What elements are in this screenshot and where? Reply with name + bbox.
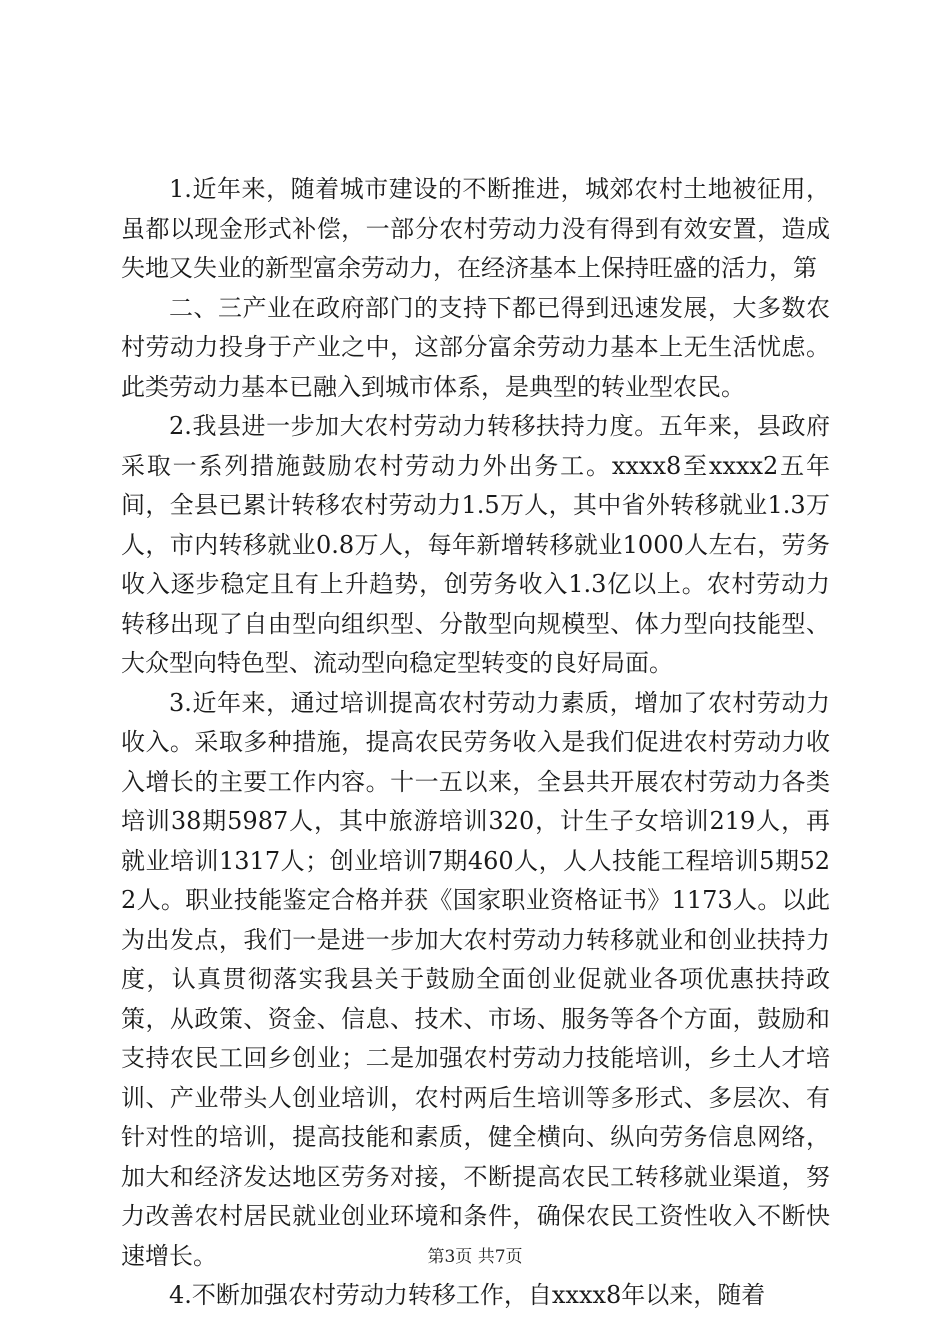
page-number-footer: 第3页 共7页	[427, 1247, 523, 1267]
paragraph-1: 1.近年来，随着城市建设的不断推进，城郊农村土地被征用，虽都以现金形式补偿，一部分农村劳动力没有得到有效安置，造成失地又失业的新型富余劳动力，在经济基本上保持旺盛的活力，第	[121, 175, 830, 282]
paragraph-4: 3.近年来，通过培训提高农村劳动力素质，增加了农村劳动力收入。采取多种措施，提高农民劳务收入是我们促进农村劳动力收入增长的主要工作内容。十一五以来，全县共开展农村劳动力各类培训38期5987人，其中旅游培训320，计生子女培训219人，再就业培训1317人；创业培训7期460人，人人技能工程培训5期522人。职业技能鉴定合格并获《国家职业资格证书》1173人。以此为出发点，我们一是进一步加大农村劳动力转移就业和创业扶持力度，认真贯彻落实我县关于鼓励全面创业促就业各项优惠扶持政策，从政策、资金、信息、技术、市场、服务等各个方面，鼓励和支持农民工回乡创业；二是加强农村劳动力技能培训，乡土人才培训、产业带头人创业培训，农村两后生培训等多形式、多层次、有针对性的培训，提高技能和素质，健全横向、纵向劳务信息网络，加大和经济发达地区劳务对接，不断提高农民工转移就业渠道，努力改善农村居民就业创业环境和条件，确保农民工资性收入不断快速增长。	[121, 688, 830, 1270]
paragraph-3: 2.我县进一步加大农村劳动力转移扶持力度。五年来，县政府采取一系列措施鼓励农村劳动力外出务工。xxxx8至xxxx2五年间，全县已累计转移农村劳动力1.5万人，其中省外转移就业1.3万人，市内转移就业0.8万人，每年新增转移就业1000人左右，劳务收入逐步稳定且有上升趋势，创劳务收入1.3亿以上。农村劳动力转移出现了自由型向组织型、分散型向规模型、体力型向技能型、大众型向特色型、流动型向稳定型转变的良好局面。	[121, 412, 830, 677]
paragraph-2: 二、三产业在政府部门的支持下都已得到迅速发展，大多数农村劳动力投身于产业之中，这部分富余劳动力基本上无生活忧虑。此类劳动力基本已融入到城市体系，是典型的转业型农民。	[121, 293, 830, 401]
paragraph-5: 4.不断加强农村劳动力转移工作，自xxxx8年以来，随着	[169, 1281, 766, 1309]
document-body	[121, 170, 830, 1316]
